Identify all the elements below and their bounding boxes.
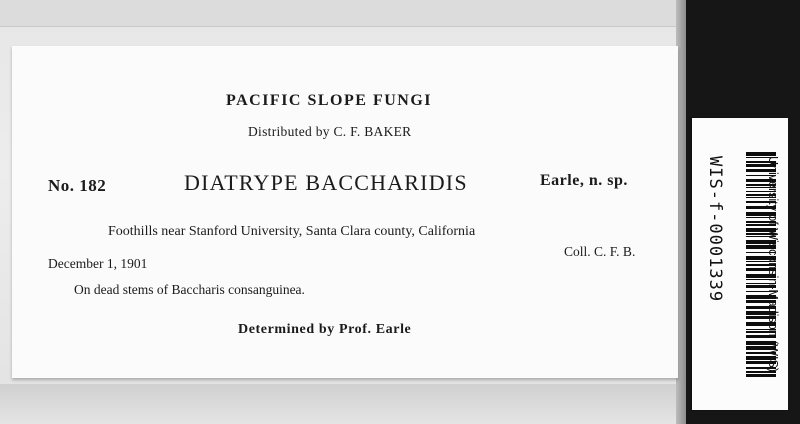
barcode-tag <box>692 118 788 410</box>
packet-bottom-edge <box>0 384 686 424</box>
catalog-number: WIS-f-0001339 <box>705 156 725 303</box>
determined-by: Determined by Prof. Earle <box>238 322 412 337</box>
packet-fold <box>0 0 686 27</box>
herbarium-label <box>12 46 678 378</box>
label-title: PACIFIC SLOPE FUNGI <box>226 92 432 109</box>
institution-name: University of Wisconsin-Madison (WIS) <box>766 156 780 373</box>
locality: Foothills near Stanford University, Santa Clara county, California <box>108 224 476 239</box>
specimen-number: No. 182 <box>48 176 107 195</box>
distributed-by: Distributed by C. F. BAKER <box>248 124 412 139</box>
collector: Coll. C. F. B. <box>564 244 636 259</box>
species-authority: Earle, n. sp. <box>540 172 628 189</box>
collection-date: December 1, 1901 <box>48 256 148 271</box>
substrate: On dead stems of Baccharis consanguinea. <box>74 282 305 297</box>
species-name: DIATRYPE BACCHARIDIS <box>184 170 468 195</box>
barcode-bar <box>746 374 776 377</box>
